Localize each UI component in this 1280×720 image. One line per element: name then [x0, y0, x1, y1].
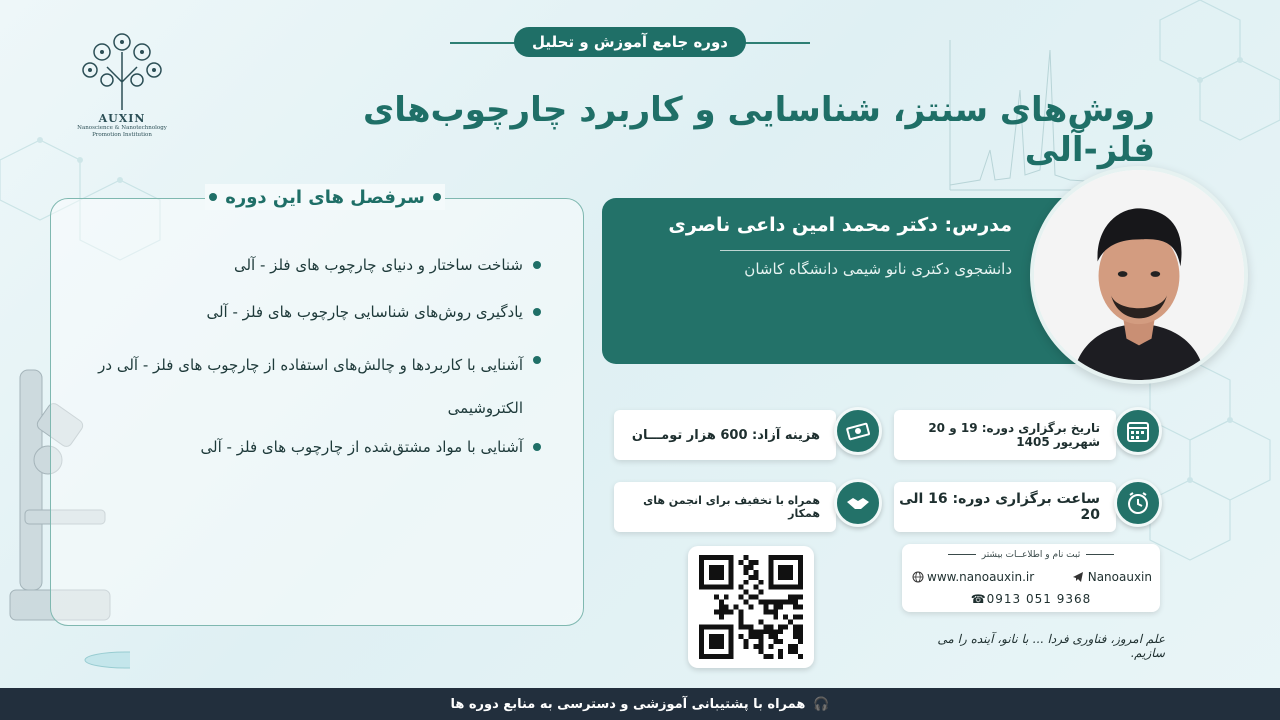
- date-chip: [894, 410, 1116, 460]
- qr-code-icon: [699, 555, 803, 659]
- contact-heading: ثبت نام و اطلاعــات بیشتر: [902, 550, 1160, 560]
- bullet-icon: [533, 308, 541, 316]
- logo-name: AUXIN: [98, 112, 146, 125]
- footer-bar: [0, 688, 1280, 720]
- fee-chip: [614, 410, 836, 460]
- time-text: ساعت برگزاری دوره: 16 الی 20: [899, 491, 1100, 523]
- clock-icon: [1114, 479, 1162, 527]
- bullet-icon: [433, 193, 441, 201]
- list-item: آشنایی با کاربردها و چالش‌های استفاده از چارچوب های فلز - آلی در الکتروشیمی: [81, 344, 541, 431]
- logo-subtitle: Nanoscience & Nanotechnology Promotion Institution: [77, 125, 167, 138]
- money-icon: [834, 407, 882, 455]
- divider-line: [740, 42, 810, 44]
- divider-line: [1086, 554, 1114, 555]
- divider-line: [450, 42, 520, 44]
- qr-code[interactable]: [688, 546, 814, 668]
- telegram-icon: [1072, 571, 1084, 583]
- instructor-name: مدرس: دکتر محمد امین داعی ناصری: [668, 214, 1012, 236]
- bullet-icon: [209, 193, 217, 201]
- list-item: یادگیری روش‌های شناسایی چارچوب های فلز - آلی: [81, 302, 541, 322]
- tree-icon: [72, 22, 172, 112]
- calendar-icon: [1114, 407, 1162, 455]
- bullet-icon: [533, 356, 541, 364]
- telegram-link[interactable]: Nanoauxin: [1072, 570, 1152, 584]
- date-text: تاریخ برگزاری دوره: 19 و 20 شهریور 1405: [928, 421, 1100, 449]
- discount-chip: [614, 482, 836, 532]
- fee-text: هزینه آزاد: 600 هزار تومـــان: [631, 427, 820, 443]
- syllabus-list: [81, 255, 541, 484]
- footer-text: همراه با پشتیبانی آموزشی و دسترسی به منابع دوره ها: [450, 696, 806, 712]
- course-type-banner: [450, 24, 810, 60]
- course-type-pill: دوره جامع آموزش و تحلیل: [514, 27, 746, 57]
- list-item: آشنایی با مواد مشتق‌شده از چارچوب های فلز - آلی: [81, 437, 541, 457]
- syllabus-title: سرفصل های این دوره: [205, 184, 445, 210]
- syllabus-box: [50, 198, 584, 626]
- instructor-role: دانشجوی دکتری نانو شیمی دانشگاه کاشان: [744, 260, 1012, 278]
- contact-box: [902, 544, 1160, 612]
- discount-text: همراه با تخفیف برای انجمن های همکار: [643, 494, 820, 520]
- divider-line: [720, 250, 1010, 251]
- headset-icon: 🎧: [813, 696, 830, 712]
- globe-icon: [912, 571, 924, 583]
- handshake-icon: [834, 479, 882, 527]
- time-chip: [894, 482, 1116, 532]
- page-title: روش‌های سنتز، شناسایی و کاربرد چارچوب‌های فلز-آلی: [363, 90, 1155, 170]
- list-item: شناخت ساختار و دنیای چارچوب های فلز - آلی: [81, 255, 541, 275]
- auxin-logo: [62, 22, 182, 147]
- person-icon: [1034, 170, 1244, 380]
- phone-number[interactable]: ☎0913 051 9368: [970, 592, 1092, 606]
- divider-line: [948, 554, 976, 555]
- phone-icon: ☎: [970, 592, 987, 606]
- slogan: علم امروز، فناوری فردا ... با نانو، آینده را می سازیم.: [937, 632, 1165, 660]
- instructor-avatar: [1030, 166, 1248, 384]
- website-link[interactable]: www.nanoauxin.ir: [912, 570, 1034, 584]
- bullet-icon: [533, 261, 541, 269]
- bullet-icon: [533, 443, 541, 451]
